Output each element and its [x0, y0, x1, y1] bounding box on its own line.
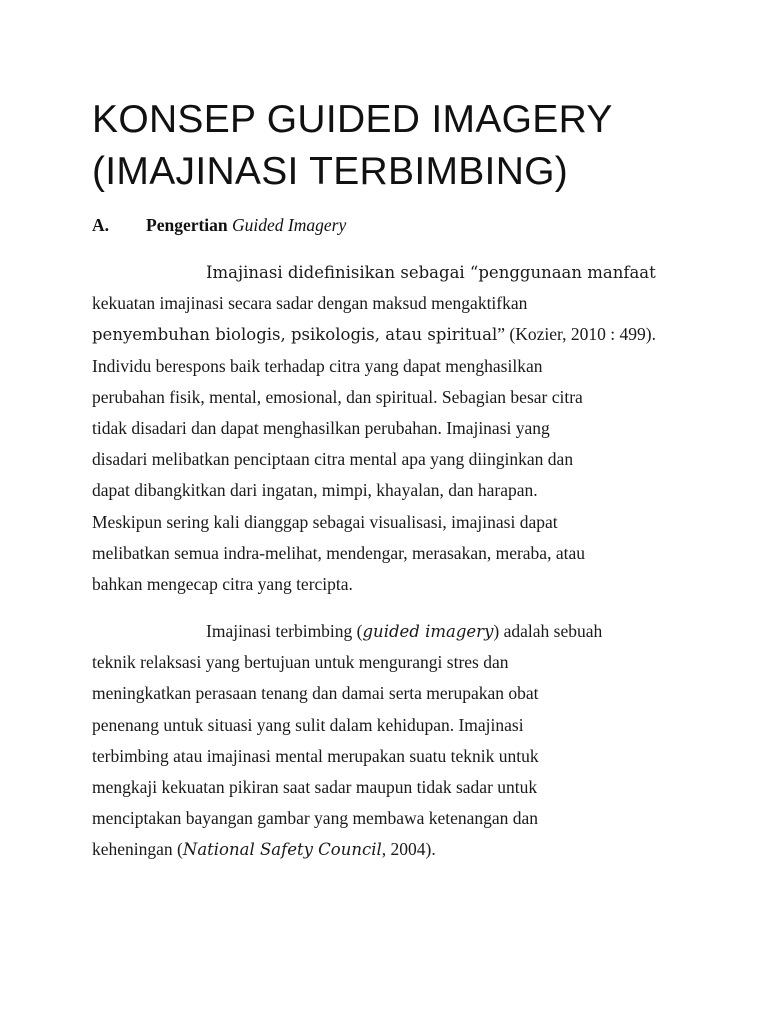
text-fragment: ” (Kozier, 2010 : 499).: [497, 324, 656, 345]
text-line: tidak disadari dan dapat menghasilkan perubahan. Imajinasi yang: [92, 417, 550, 438]
text-line: teknik relaksasi yang bertujuan untuk mengurangi stres dan: [92, 652, 509, 673]
text-line: menciptakan bayangan gambar yang membawa ketenangan dan: [92, 808, 539, 829]
text-line: penenang untuk situasi yang sulit dalam kehidupan. Imajinasi: [92, 714, 524, 735]
title-line-2: (IMAJINASI TERBIMBING): [92, 150, 569, 193]
text-line: Individu berespons baik terhadap citra yang dapat menghasilkan: [92, 355, 543, 376]
text-fragment: Imajinasi terbimbing (: [206, 621, 363, 641]
text-fragment: , 2004).: [381, 839, 436, 860]
title-line-1: KONSEP GUIDED IMAGERY: [92, 98, 613, 141]
section-label: Pengertian: [146, 215, 228, 235]
section-letter: A.: [92, 215, 110, 235]
paragraph-2: [92, 616, 692, 866]
text-line: disadari melibatkan penciptaan citra mental apa yang diinginkan dan: [92, 449, 574, 470]
text-fragment-italic: National Safety Council: [182, 840, 382, 860]
section-heading: [92, 212, 346, 238]
text-line: terbimbing atau imajinasi mental merupakan suatu teknik untuk: [92, 745, 539, 766]
text-line: Meskipun sering kali dianggap sebagai visualisasi, imajinasi dapat: [92, 511, 558, 532]
text-fragment: penyembuhan biologis, psikologis, atau spiritual: [92, 325, 498, 345]
text-line: melibatkan semua indra-melihat, mendengar, merasakan, meraba, atau: [92, 542, 585, 563]
text-line: meningkatkan perasaan tenang dan damai serta merupakan obat: [92, 683, 539, 704]
paragraph-1: [92, 257, 692, 600]
text-line: dapat dibangkitkan dari ingatan, mimpi, khayalan, dan harapan.: [92, 480, 538, 501]
text-line: mengkaji kekuatan pikiran saat sadar maupun tidak sadar untuk: [92, 776, 538, 797]
text-fragment: ) adalah sebuah: [493, 621, 603, 641]
section-label-italic: Guided Imagery: [232, 215, 347, 235]
text-fragment-italic: guided imagery: [362, 622, 494, 641]
text-line: kekuatan imajinasi secara sadar dengan maksud mengaktifkan: [92, 293, 528, 314]
text-line: [92, 616, 692, 647]
text-line: perubahan fisik, mental, emosional, dan spiritual. Sebagian besar citra: [92, 386, 583, 407]
page-title: [92, 94, 712, 198]
text-line: Imajinasi didefinisikan sebagai “penggunaan manfaat: [206, 263, 656, 282]
text-fragment: keheningan (: [92, 839, 183, 860]
text-line: [92, 834, 692, 865]
text-line: [92, 319, 692, 350]
text-line: bahkan mengecap citra yang tercipta.: [92, 573, 353, 594]
